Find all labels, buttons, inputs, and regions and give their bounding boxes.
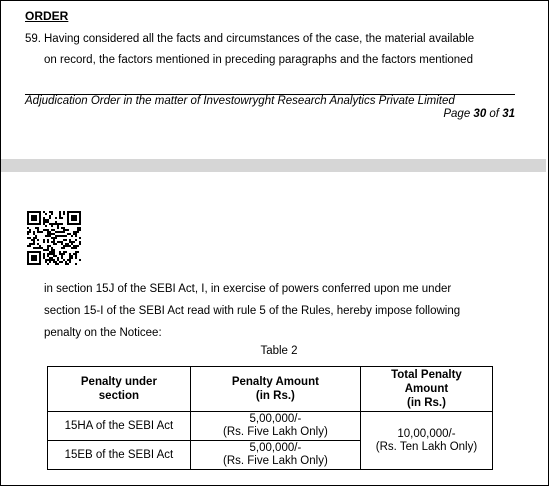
- amount-cell: 5,00,000/- (Rs. Five Lakh Only): [190, 412, 360, 441]
- table-caption: Table 2: [260, 345, 298, 357]
- paragraph-line-1: Having considered all the facts and circumstances of the case, the material available: [44, 33, 475, 45]
- paragraph-number: 59.: [25, 33, 41, 45]
- table-row: [48, 412, 493, 441]
- page-31: [1, 172, 546, 484]
- section-cell: 15HA of the SEBI Act: [48, 412, 191, 441]
- table-header-row: [48, 367, 493, 412]
- header-penalty-section: Penalty under section: [48, 367, 191, 412]
- footer-title: Adjudication Order in the matter of Investowryght Research Analytics Private Limited: [25, 95, 455, 107]
- amount-cell: 5,00,000/- (Rs. Five Lakh Only): [190, 441, 360, 470]
- header-penalty-amount: Penalty Amount (in Rs.): [190, 367, 360, 412]
- page-number: Page 30 of 31: [443, 108, 515, 120]
- qr-code-icon: [27, 211, 81, 265]
- paragraph-59: [25, 29, 474, 71]
- penalty-table: [47, 366, 493, 470]
- penalty-paragraph: [44, 278, 460, 344]
- paragraph-line-2: on record, the factors mentioned in preceding paragraphs and the factors mentioned: [44, 54, 473, 66]
- page-separator: [1, 159, 546, 172]
- body-line-3: penalty on the Noticee:: [44, 327, 162, 339]
- body-line-1: in section 15J of the SEBI Act, I, in exercise of powers conferred upon me under: [44, 283, 452, 295]
- section-cell: 15EB of the SEBI Act: [48, 441, 191, 470]
- header-total-penalty: Total Penalty Amount (in Rs.): [360, 367, 492, 412]
- order-heading: ORDER: [25, 9, 69, 23]
- body-line-2: section 15-I of the SEBI Act read with rule 5 of the Rules, hereby impose following: [44, 305, 461, 317]
- total-cell: 10,00,000/- (Rs. Ten Lakh Only): [360, 412, 492, 470]
- page-30: [1, 1, 546, 159]
